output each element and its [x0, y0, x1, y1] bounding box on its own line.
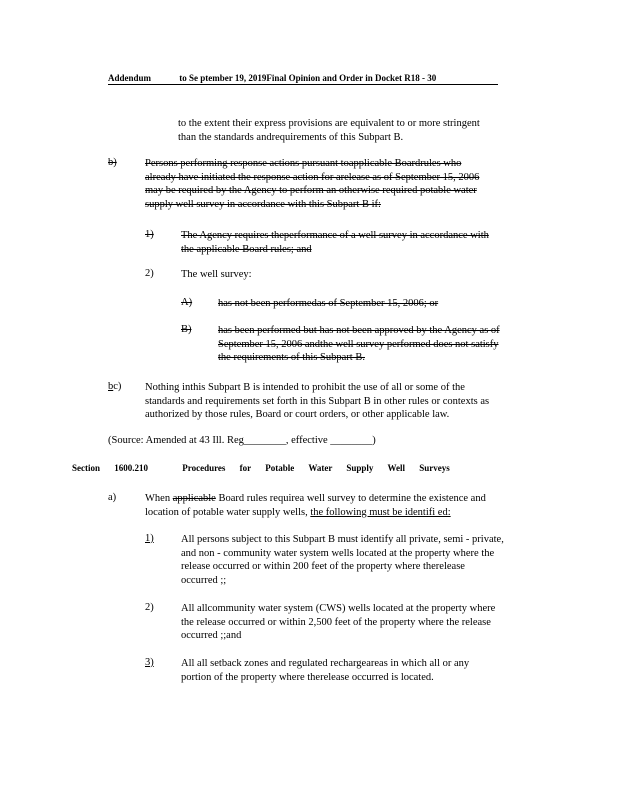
struck-word: applicable [172, 493, 216, 504]
sec-a3-paragraph [181, 657, 469, 684]
item-label: bc) [108, 381, 122, 392]
text-line: portion of the property where therelease occurred is located. [181, 671, 434, 683]
item-label: B) [181, 324, 192, 335]
text-line: and non - community water system wells located at the property where the [181, 547, 495, 559]
text-line: the release occurred or within 2,500 feet of the property where the release [181, 616, 491, 628]
item-label: b) [108, 157, 117, 168]
section-heading [72, 463, 450, 473]
sec-a2-paragraph [181, 602, 495, 643]
text-line: Persons performing response actions pursuant toapplicable Boardrules who [145, 158, 462, 169]
text-line: (Source: Amended at 43 Ill. Reg________, effective ________) [108, 435, 376, 446]
item-label: 1) [145, 229, 154, 240]
text-line: has not been performedas of September 15, 2006; or [218, 298, 439, 309]
text-line: has been performed but has not been approved by the Agency as of [218, 325, 500, 336]
text-line: supply well survey in accordance with this Subpart B if: [145, 198, 381, 210]
item-b1-paragraph [181, 229, 489, 256]
sec-a1-paragraph [181, 533, 504, 587]
item-label: 2) [145, 268, 154, 279]
text-line: The well survey: [181, 269, 252, 280]
text-line: Nothing inthis Subpart B is intended to prohibit the use of all or some of the [145, 382, 465, 393]
text-line: the requirements of this Subpart B. [218, 352, 365, 363]
source-note [108, 434, 376, 448]
text-line: may be required by the Agency to perform an otherwise required potable water [145, 185, 477, 196]
text-line: All allcommunity water system (CWS) wells located at the property where [181, 603, 496, 614]
item-b-paragraph [145, 157, 479, 211]
item-c-paragraph [145, 381, 489, 422]
text-line: September 15, 2006 andthe well survey performed does not satisfy [218, 338, 499, 350]
text-line: release occurred or within 200 feet of the property where therelease [181, 561, 465, 572]
text-line: All all setback zones and regulated rechargeareas in which all or any [181, 658, 470, 669]
text-line: The Agency requires theperformance of a well survey in accordance with [181, 230, 489, 241]
header-text: to Se ptember 19, 2019Final Opinion and Order in Docket R18 - 30 [179, 73, 437, 83]
text-line: than the standards andrequirements of this Subpart B. [178, 131, 404, 143]
underlined-text: the following must be identifi ed: [310, 506, 451, 518]
item-label: 2) [145, 602, 154, 613]
intro-paragraph [178, 117, 480, 144]
text-line: to the extent their express provisions are equivalent to or more stringent [178, 118, 480, 129]
text-line: already have initiated the response action for arelease as of September 15, 2006 [145, 171, 480, 183]
item-b2b-paragraph [218, 324, 500, 365]
text-line: standards and requirements set forth in this Subpart B in other rules or contexts as [145, 395, 490, 407]
item-label: a) [108, 492, 117, 503]
page-header [108, 73, 498, 85]
section-number: Section 1600.210 [72, 463, 148, 473]
text-line: All persons subject to this Subpart B must identify all private, semi - private, [181, 534, 504, 545]
item-label: 3) [145, 657, 154, 668]
item-b2a-paragraph [218, 297, 438, 311]
item-label: 1) [145, 533, 154, 544]
sec-a-paragraph [145, 492, 486, 519]
section-title: Procedures for Potable Water Supply Well Surveys [182, 463, 450, 473]
text-line: location of potable water supply wells, the following must be identifi ed: [145, 506, 451, 518]
text-line: the applicable Board rules; and [181, 243, 312, 255]
header-prefix: Addendum [108, 73, 152, 83]
item-b2-paragraph [181, 268, 252, 282]
item-label: A) [181, 297, 193, 308]
text-line: When applicable Board rules requirea well survey to determine the existence and [145, 493, 486, 504]
text-line: occurred ;;and [181, 630, 242, 641]
text-line: occurred ;; [181, 574, 227, 586]
text-line: authorized by those rules, Board or court orders, or other applicable law. [145, 409, 450, 420]
